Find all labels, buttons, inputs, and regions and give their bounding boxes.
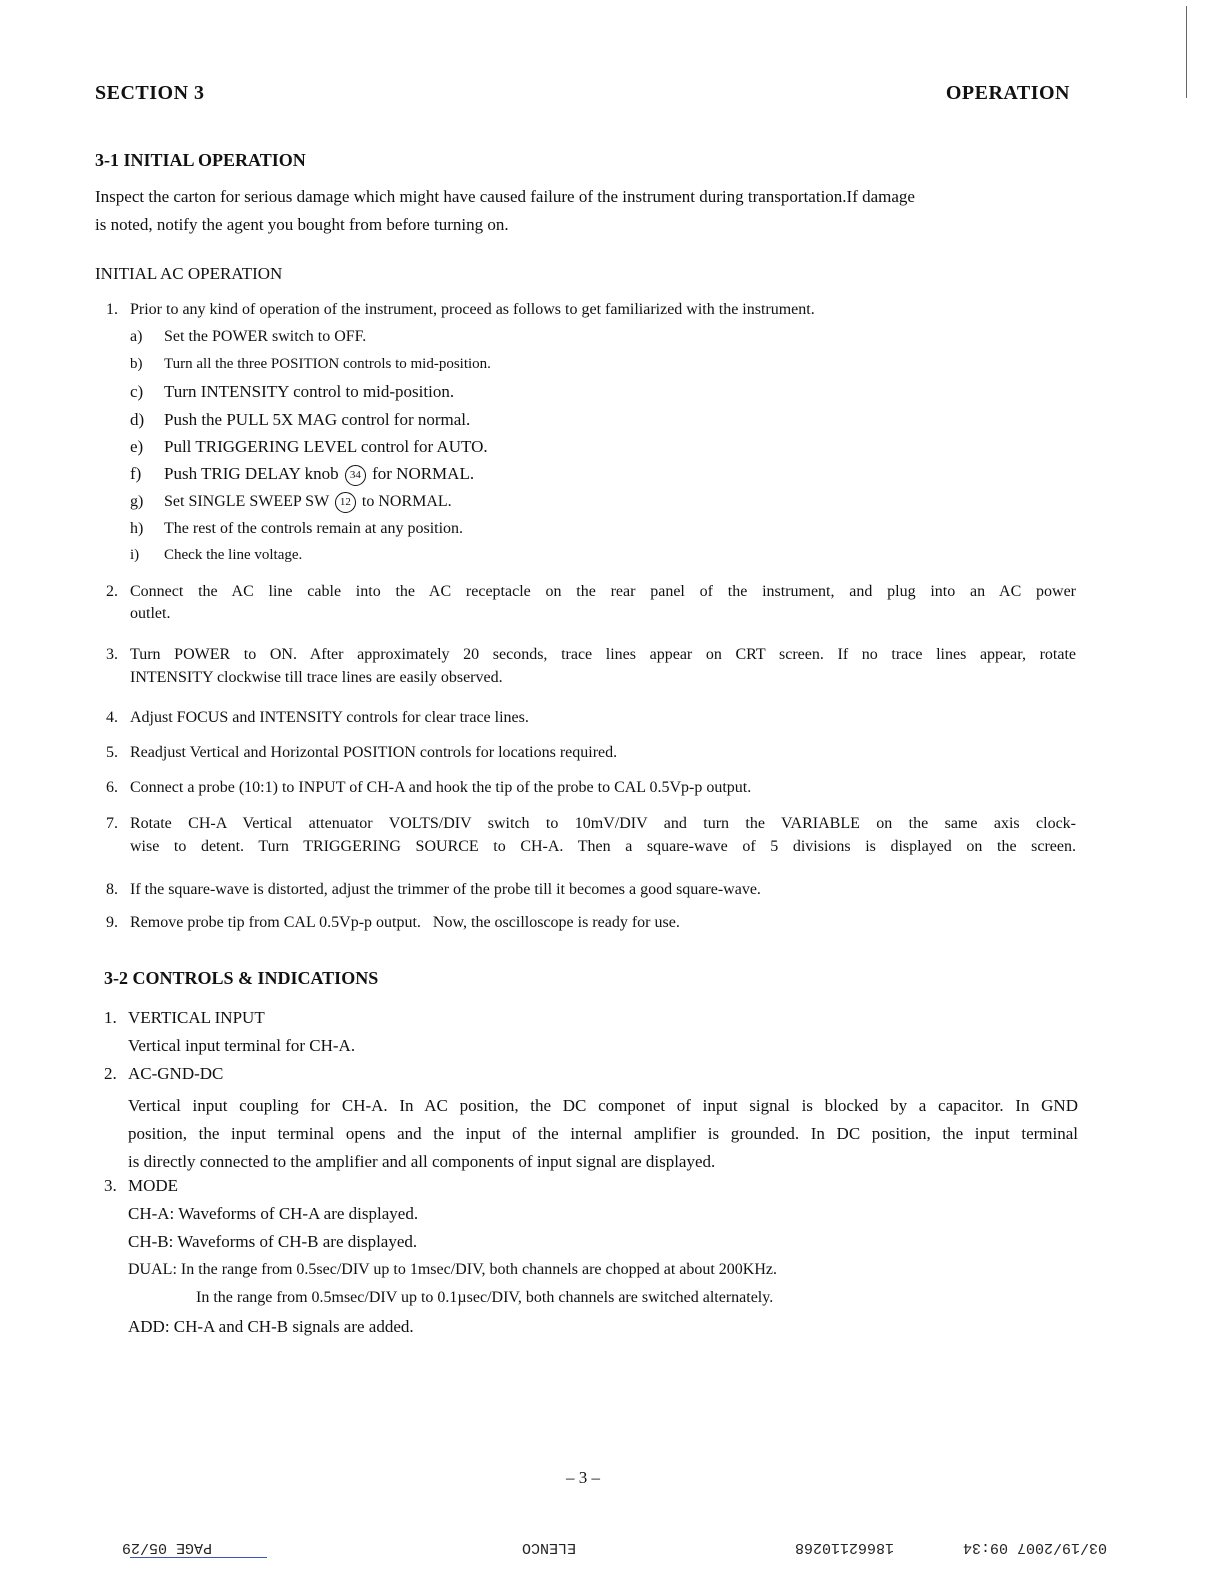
sub-letter: d) bbox=[130, 410, 145, 429]
step-1 bbox=[106, 301, 815, 319]
step-text: INTENSITY clockwise till trace lines are easily observed. bbox=[130, 669, 503, 686]
item-title: MODE bbox=[128, 1176, 179, 1195]
heading-initial-ac: INITIAL AC OPERATION bbox=[95, 264, 283, 283]
scan-edge-line bbox=[1186, 6, 1187, 98]
sub-letter: g) bbox=[130, 493, 144, 510]
sub-text: Check the line voltage. bbox=[164, 547, 303, 563]
sub-text: Push the PULL 5X MAG control for normal. bbox=[164, 410, 471, 429]
step-number: 9. bbox=[106, 914, 118, 931]
sub-letter: b) bbox=[130, 356, 143, 372]
item-1-desc: Vertical input terminal for CH-A. bbox=[128, 1036, 356, 1055]
step-number: 8. bbox=[106, 881, 118, 898]
sub-letter: f) bbox=[130, 464, 142, 483]
sub-text: to NORMAL. bbox=[361, 493, 452, 510]
sub-step bbox=[130, 520, 463, 538]
step-3 bbox=[106, 646, 1076, 687]
step-text: Turn POWER to ON. After approximately 20 seconds, trace lines appear on CRT screen. If no trace lines appear, rotate bbox=[130, 646, 1076, 663]
step-number: 7. bbox=[106, 815, 118, 832]
sub-step bbox=[130, 492, 452, 513]
step-text: Rotate CH-A Vertical attenuator VOLTS/DIV switch to 10mV/DIV and turn the VARIABLE on the same axis clock- bbox=[130, 815, 1076, 832]
heading-3-2: 3-2 CONTROLS & INDICATIONS bbox=[104, 968, 379, 988]
sub-text: Set the POWER switch to OFF. bbox=[164, 328, 367, 345]
step-text: outlet. bbox=[130, 605, 171, 622]
reference-number-circle: 12 bbox=[335, 492, 356, 513]
item-title: AC-GND-DC bbox=[128, 1064, 224, 1083]
step-text: Readjust Vertical and Horizontal POSITION controls for locations required. bbox=[130, 744, 618, 761]
step-text: Prior to any kind of operation of the instrument, proceed as follows to get familiarized with the instrument. bbox=[130, 301, 815, 318]
sub-step bbox=[130, 328, 366, 346]
step-text: If the square-wave is distorted, adjust the trimmer of the probe till it becomes a good square-wave. bbox=[130, 881, 761, 898]
step-9 bbox=[106, 914, 680, 932]
fax-date: 03/19/2007 09:34 bbox=[963, 1539, 1108, 1556]
intro-line: Inspect the carton for serious damage which might have caused failure of the instrument during transportation.If damage bbox=[95, 187, 915, 206]
step-text: wise to detent. Turn TRIGGERING SOURCE to CH-A. Then a square-wave of 5 divisions is displayed on the screen. bbox=[130, 838, 1076, 855]
sub-letter: i) bbox=[130, 547, 140, 563]
item-number: 1. bbox=[104, 1008, 117, 1027]
sub-step bbox=[130, 437, 488, 457]
step-number: 4. bbox=[106, 709, 118, 726]
sub-letter: c) bbox=[130, 382, 144, 401]
intro-paragraph bbox=[95, 183, 1085, 239]
sub-letter: a) bbox=[130, 328, 143, 345]
intro-line: is noted, notify the agent you bought from before turning on. bbox=[95, 215, 509, 234]
step-text: Remove probe tip from CAL 0.5Vp-p output. Now, the oscilloscope is ready for use. bbox=[130, 914, 680, 931]
mode-dual-continued: In the range from 0.5msec/DIV up to 0.1µsec/DIV, both channels are switched alternately. bbox=[196, 1289, 774, 1306]
item-3-title bbox=[104, 1176, 178, 1196]
step-8 bbox=[106, 881, 761, 899]
sub-step bbox=[130, 356, 491, 373]
step-number: 6. bbox=[106, 779, 118, 796]
step-number: 5. bbox=[106, 744, 118, 761]
sub-letter: h) bbox=[130, 520, 144, 537]
sub-text: The rest of the controls remain at any position. bbox=[164, 520, 464, 537]
fax-phone: 18662110268 bbox=[795, 1539, 895, 1556]
step-4 bbox=[106, 709, 529, 727]
fax-company: ELENCO bbox=[522, 1539, 577, 1556]
step-text: Adjust FOCUS and INTENSITY controls for clear trace lines. bbox=[130, 709, 529, 726]
sub-text: for NORMAL. bbox=[372, 464, 475, 483]
mode-cha: CH-A: Waveforms of CH-A are displayed. bbox=[128, 1204, 419, 1223]
fax-underline bbox=[130, 1557, 267, 1558]
step-text: Connect a probe (10:1) to INPUT of CH-A and hook the tip of the probe to CAL 0.5Vp-p output. bbox=[130, 779, 752, 796]
reference-number-circle: 34 bbox=[345, 465, 366, 486]
sub-step bbox=[130, 410, 470, 430]
item-1-title bbox=[104, 1008, 265, 1028]
heading-3-1: 3-1 INITIAL OPERATION bbox=[95, 150, 306, 170]
sub-letter: e) bbox=[130, 437, 144, 456]
sub-text: Pull TRIGGERING LEVEL control for AUTO. bbox=[164, 437, 488, 456]
mode-add: ADD: CH-A and CH-B signals are added. bbox=[128, 1317, 414, 1336]
sub-text: Push TRIG DELAY knob bbox=[164, 464, 339, 483]
item-number: 2. bbox=[104, 1064, 117, 1083]
item-2-title bbox=[104, 1064, 223, 1084]
step-number: 3. bbox=[106, 646, 118, 663]
step-number: 1. bbox=[106, 301, 118, 318]
mode-dual: DUAL: In the range from 0.5sec/DIV up to 1msec/DIV, both channels are chopped at about 200KHz. bbox=[128, 1261, 778, 1278]
step-number: 2. bbox=[106, 583, 118, 600]
step-6 bbox=[106, 779, 751, 797]
item-number: 3. bbox=[104, 1176, 117, 1195]
desc-line: position, the input terminal opens and the input of the internal amplifier is grounded. In DC position, the input terminal bbox=[128, 1124, 1078, 1143]
step-text: Connect the AC line cable into the AC receptacle on the rear panel of the instrument, and plug into an AC power bbox=[130, 583, 1076, 600]
desc-line: Vertical input coupling for CH-A. In AC position, the DC componet of input signal is blocked by a capacitor. In GND bbox=[128, 1096, 1078, 1115]
sub-text: Set SINGLE SWEEP SW bbox=[164, 493, 329, 510]
item-2-desc bbox=[128, 1092, 1078, 1176]
desc-line: is directly connected to the amplifier and all components of input signal are displayed. bbox=[128, 1152, 716, 1171]
step-7 bbox=[106, 815, 1076, 856]
step-2 bbox=[106, 583, 1076, 623]
sub-text: Turn INTENSITY control to mid-position. bbox=[164, 382, 455, 401]
step-5 bbox=[106, 744, 617, 762]
mode-chb: CH-B: Waveforms of CH-B are displayed. bbox=[128, 1232, 418, 1251]
page-number: – 3 – bbox=[566, 1468, 600, 1487]
fax-page: PAGE 05/29 bbox=[122, 1539, 213, 1556]
sub-text: Turn all the three POSITION controls to mid-position. bbox=[164, 356, 491, 372]
sub-step bbox=[130, 464, 474, 486]
section-label: SECTION 3 bbox=[95, 82, 205, 104]
section-title: OPERATION bbox=[945, 82, 1070, 104]
sub-step bbox=[130, 547, 302, 564]
sub-step bbox=[130, 382, 454, 402]
item-title: VERTICAL INPUT bbox=[128, 1008, 265, 1027]
